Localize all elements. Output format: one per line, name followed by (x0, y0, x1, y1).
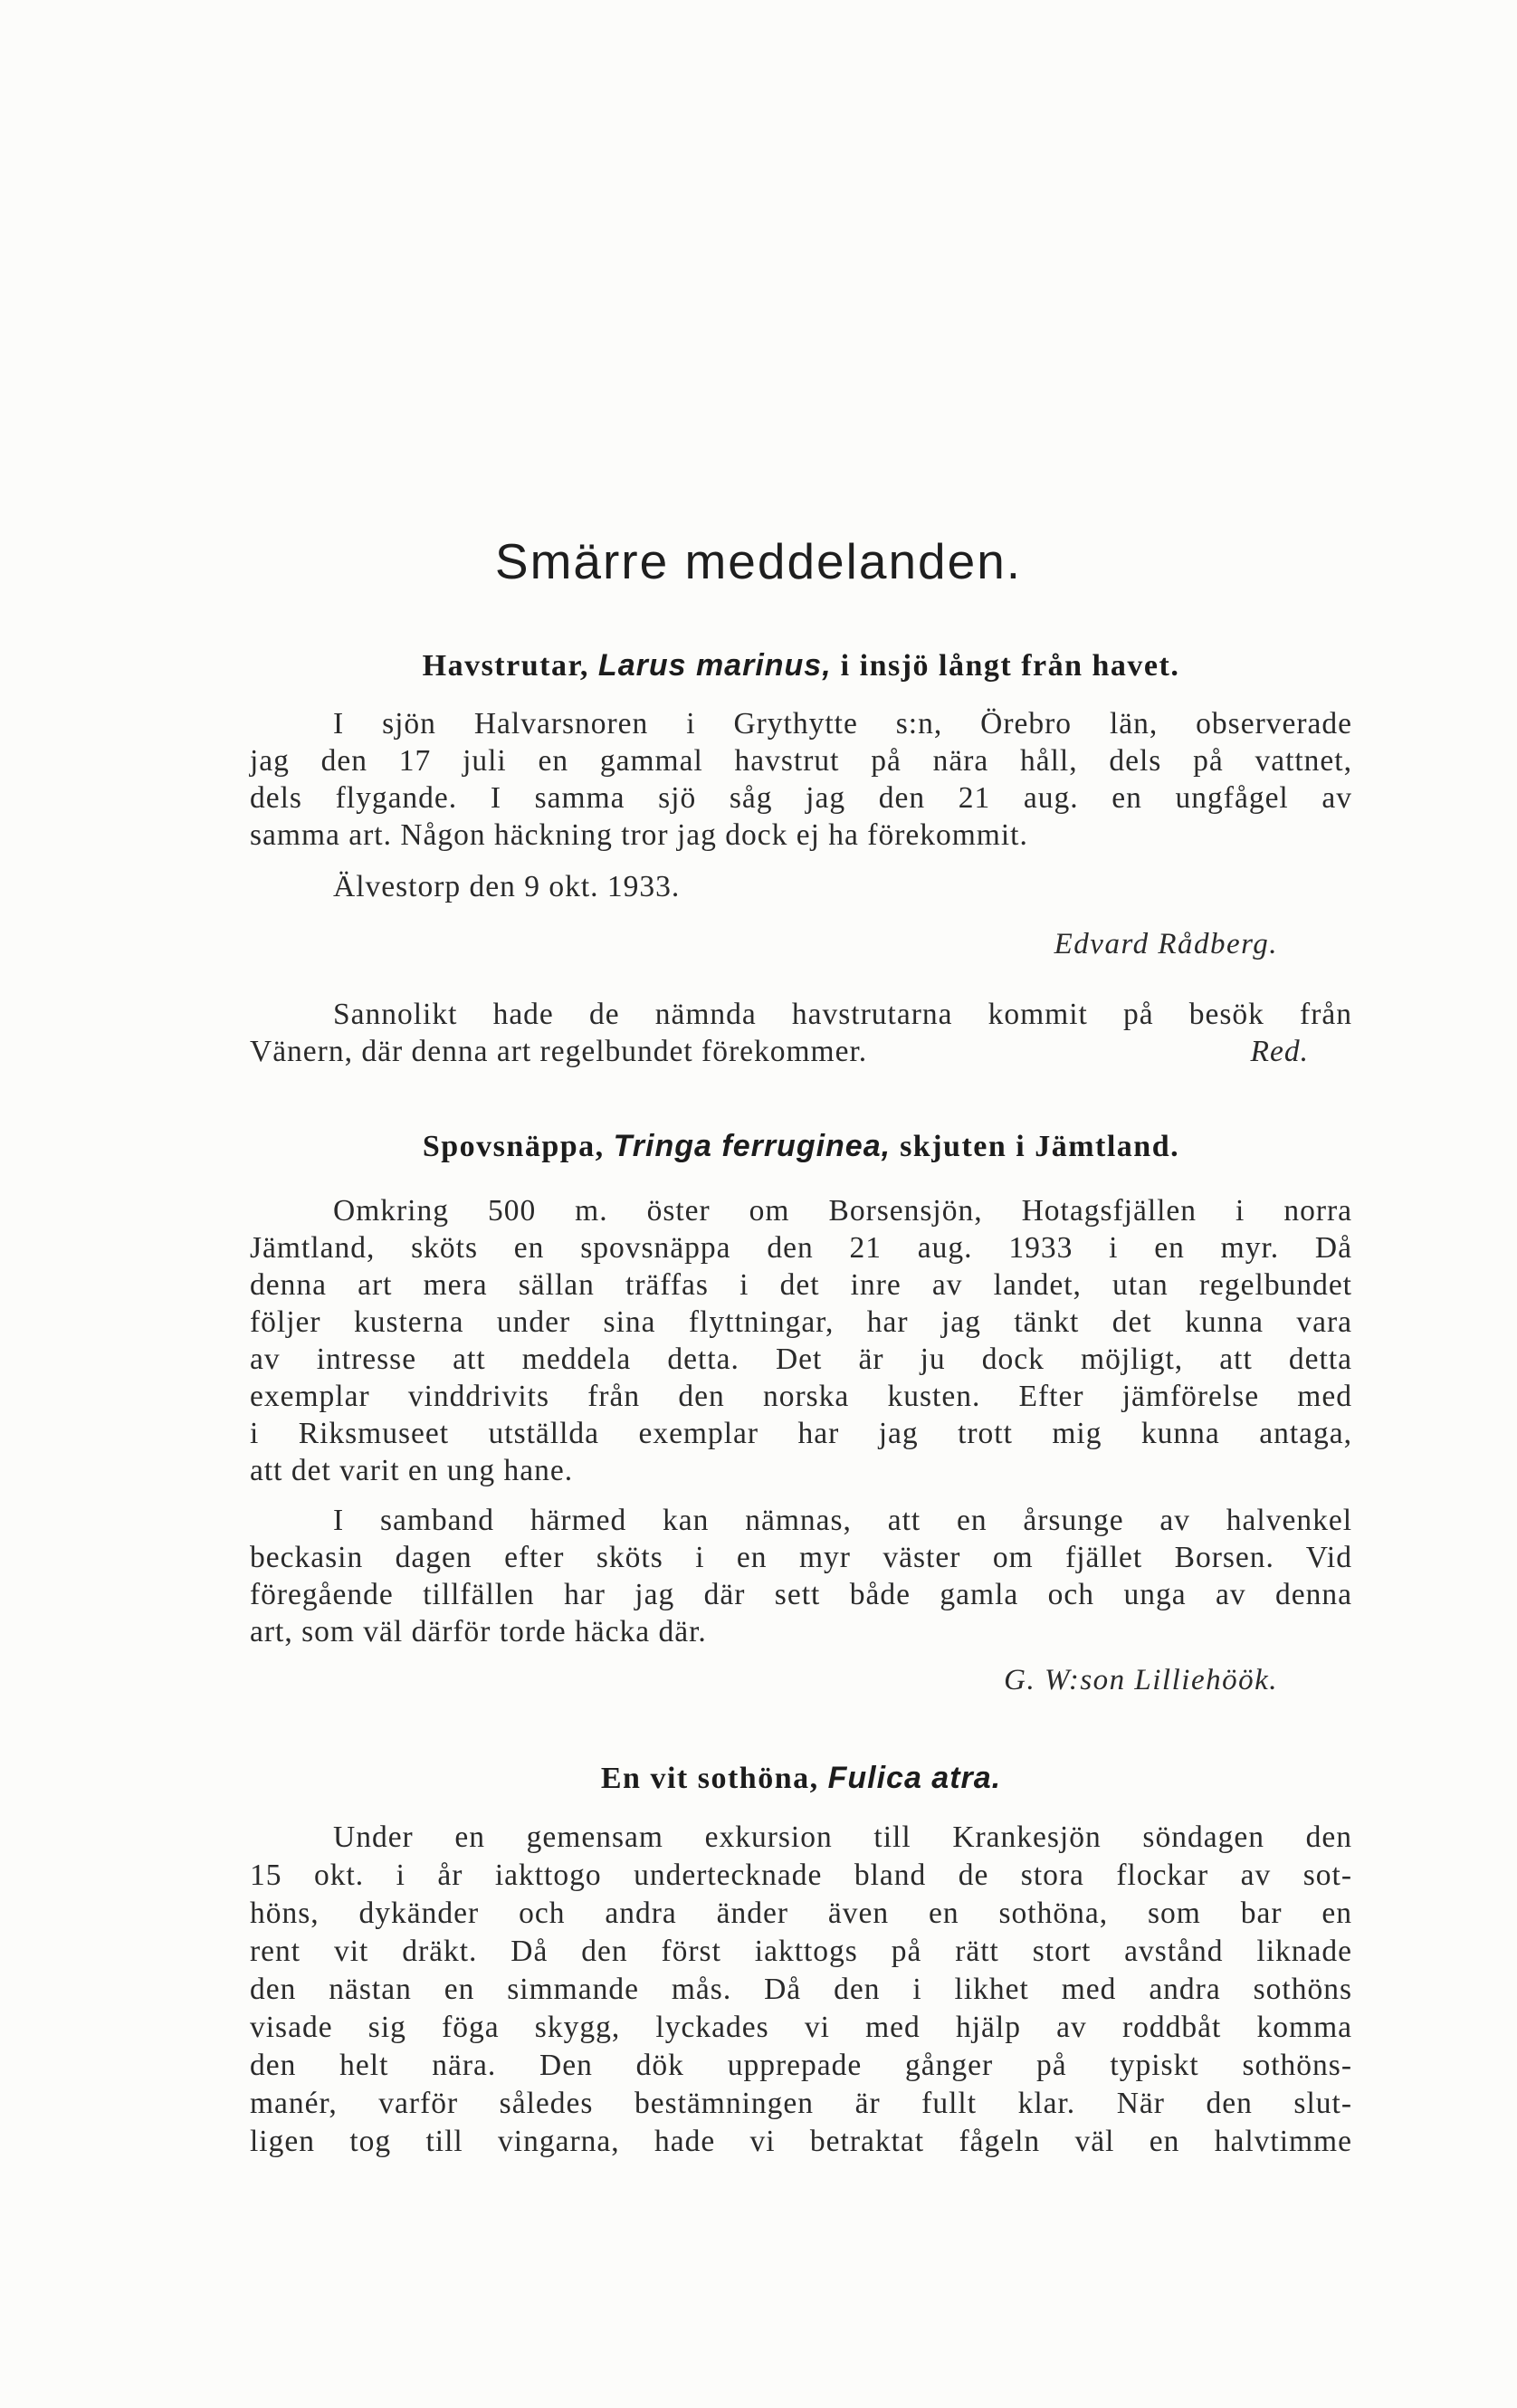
paragraph-line: ligen tog till vingarna, hade vi betraktat fågeln väl en halvtimme (250, 2125, 1352, 2158)
paragraph-line: I samband härmed kan nämnas, att en årsunge av halvenkel (333, 1504, 1352, 1537)
paragraph-line: denna art mera sällan träffas i det inre av landet, utan regelbundet (250, 1268, 1352, 1302)
paragraph-line: visade sig föga skygg, lyckades vi med hjälp av roddbåt komma (250, 2011, 1352, 2044)
heading-latin-name: Fulica atra. (827, 1761, 1002, 1795)
paragraph-line: Jämtland, sköts en spovsnäppa den 21 aug. 1933 i en myr. Då (250, 1231, 1352, 1265)
page-title: Smärre meddelanden. (494, 533, 1023, 589)
heading-text: Havstrutar, (422, 649, 589, 683)
paragraph-line: I sjön Halvarsnoren i Grythytte s:n, Örebro län, observerade (333, 707, 1352, 741)
paragraph-line: dels flygande. I samma sjö såg jag den 21 aug. en ungfågel av (250, 781, 1352, 815)
paragraph-line: följer kusterna under sina flyttningar, har jag tänkt det kunna vara (250, 1305, 1352, 1339)
paragraph-line: exemplar vinddrivits från den norska kusten. Efter jämförelse med (250, 1380, 1352, 1413)
paragraph-line: art, som väl därför torde häcka där. (250, 1615, 707, 1648)
paragraph-line: den helt nära. Den dök upprepade gånger på typiskt sothöns- (250, 2049, 1352, 2082)
place-date: Älvestorp den 9 okt. 1933. (333, 870, 681, 903)
heading-text: i insjö långt från havet. (840, 649, 1180, 683)
section-heading-spovsnappa (250, 1129, 1352, 1164)
paragraph-line: samma art. Någon häckning tror jag dock ej ha förekommit. (250, 818, 1028, 852)
paragraph-line: jag den 17 juli en gammal havstrut på nära håll, dels på vattnet, (250, 744, 1352, 778)
paragraph-line: att det varit en ung hane. (250, 1454, 574, 1487)
heading-text: En vit sothöna, (600, 1762, 819, 1795)
paragraph-line: höns, dykänder och andra änder även en sothöna, som bar en (250, 1897, 1352, 1930)
heading-text: skjuten i Jämtland. (900, 1130, 1180, 1163)
paragraph-line: föregående tillfällen har jag där sett både gamla och unga av denna (250, 1578, 1352, 1611)
author-signature: G. W:son Lilliehöök. (1004, 1664, 1278, 1696)
section-heading-sothona (250, 1761, 1352, 1796)
heading-latin-name: Larus marinus, (597, 648, 832, 683)
paragraph-line: den nästan en simmande mås. Då den i likhet med andra sothöns (250, 1973, 1352, 2006)
paragraph-line: Under en gemensam exkursion till Krankesjön söndagen den (333, 1820, 1352, 1854)
author-signature: Edvard Rådberg. (1054, 928, 1278, 960)
heading-latin-name: Tringa ferruginea, (613, 1129, 892, 1163)
editor-note-line: Sannolikt hade de nämnda havstrutarna kommit på besök från (333, 998, 1352, 1031)
paragraph-line: beckasin dagen efter sköts i en myr väster om fjället Borsen. Vid (250, 1541, 1352, 1574)
editor-note-text: Vänern, där denna art regelbundet förekommer. (250, 1035, 868, 1068)
paragraph-line: rent vit dräkt. Då den först iakttogs på rätt stort avstånd liknade (250, 1935, 1352, 1968)
paragraph-line: 15 okt. i år iakttogo undertecknade bland de stora flockar av sot- (250, 1859, 1352, 1892)
heading-text: Spovsnäppa, (422, 1130, 605, 1163)
editor-signature: Red. (1250, 1035, 1309, 1068)
paragraph-line: i Riksmuseet utställda exemplar har jag trott mig kunna antaga, (250, 1417, 1352, 1450)
section-heading-havstrutar (250, 648, 1352, 683)
paragraph-line: Omkring 500 m. öster om Borsensjön, Hotagsfjällen i norra (333, 1194, 1352, 1228)
paragraph-line: av intresse att meddela detta. Det är ju dock möjligt, att detta (250, 1343, 1352, 1376)
paragraph-line: manér, varför således bestämningen är fullt klar. När den slut- (250, 2087, 1352, 2120)
editor-note-line (250, 1034, 1352, 1070)
